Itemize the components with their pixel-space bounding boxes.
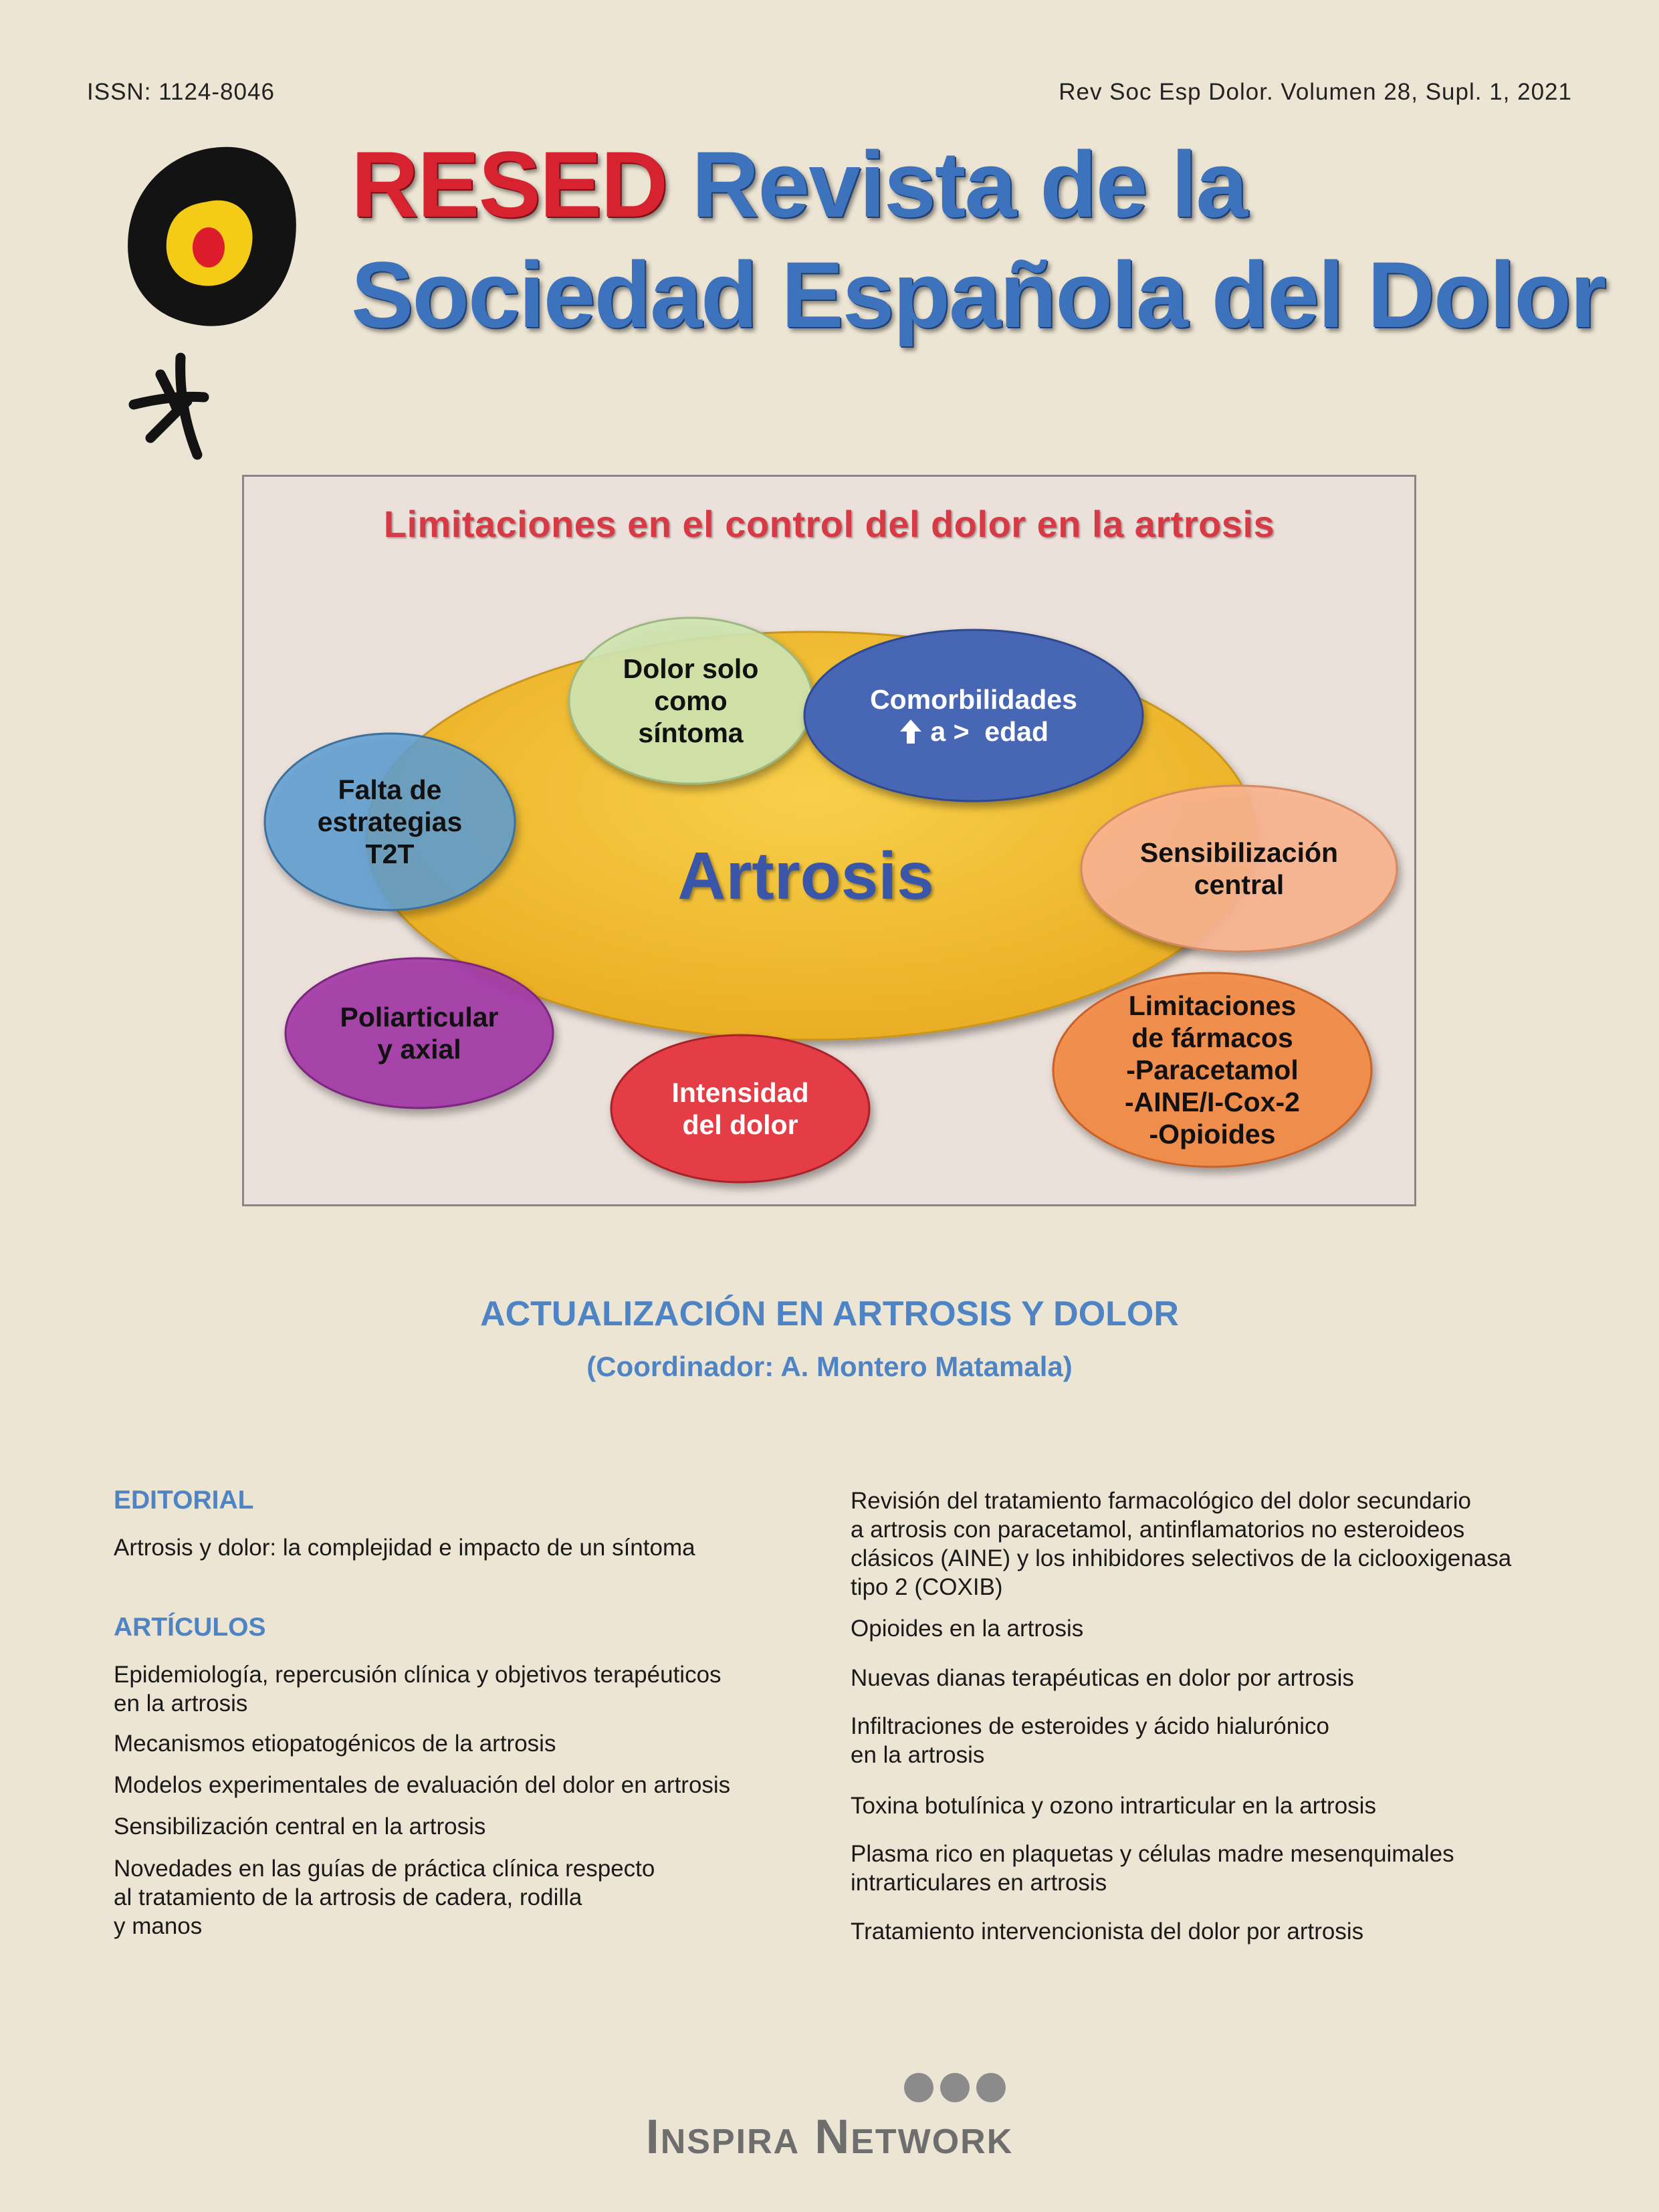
toc-item-right-7: Tratamiento intervencionista del dolor por artrosis: [851, 1918, 1364, 1945]
label-limitaciones: Limitaciones de fármacos -Paracetamol -AINE/I-Cox-2 -Opioides: [1125, 990, 1300, 1149]
label-poliarticular: Poliarticular y axial: [340, 1002, 499, 1065]
logo-red-dot: [193, 227, 225, 267]
toc-item-left-4: Sensibilización central en la artrosis: [114, 1813, 486, 1840]
toc-item-right-6: Plasma rico en plaquetas y células madre mesenquimales intrarticulares en artrosis: [851, 1841, 1454, 1896]
toc-item-left-3: Modelos experimentales de evaluación del dolor en artrosis: [114, 1772, 731, 1798]
diagram-title: Limitaciones en el control del dolor en la artrosis: [383, 503, 1275, 545]
issn: ISSN: 1124-8046: [87, 79, 275, 105]
toc-item-right-2: Opioides en la artrosis: [851, 1616, 1084, 1642]
label-sensibilizacion: Sensibilización central: [1139, 837, 1339, 900]
star-icon: [134, 358, 204, 455]
journal-title-line2: Sociedad Española del Dolor: [351, 242, 1606, 347]
editorial-heading: EDITORIAL: [114, 1486, 254, 1515]
cover-diagram: [242, 475, 1416, 1206]
label-comorbilidades: Comorbilidades a > edad: [870, 684, 1077, 747]
toc-item-right-4: Infiltraciones de esteroides y ácido hialurónico en la artrosis: [851, 1713, 1329, 1768]
label-falta: Falta de estrategias T2T: [317, 774, 463, 869]
publisher-dot-2: [940, 2073, 970, 2102]
toc-item-left-5: Novedades en las guías de práctica clínica respecto al tratamiento de la artrosis de cadera, rodilla y manos: [114, 1856, 655, 1939]
articulos-heading: ARTÍCULOS: [114, 1613, 266, 1642]
arrow-up-icon: [899, 718, 923, 745]
label-intensidad: Intensidad del dolor: [671, 1077, 809, 1140]
diagram-center-label: Artrosis: [677, 839, 934, 913]
publisher-logo: INSPIRA NETWORK: [645, 2110, 1014, 2164]
section-coordinator: (Coordinador: A. Montero Matamala): [586, 1351, 1073, 1382]
publisher-dot-1: [904, 2073, 933, 2102]
label-dolor-solo: Dolor solo como síntoma: [623, 653, 759, 748]
publisher-dot-3: [976, 2073, 1006, 2102]
toc-item-right-3: Nuevas dianas terapéuticas en dolor por artrosis: [851, 1665, 1354, 1691]
section-title: ACTUALIZACIÓN EN ARTROSIS Y DOLOR: [480, 1295, 1179, 1333]
journal-citation: Rev Soc Esp Dolor. Volumen 28, Supl. 1, 2021: [1059, 79, 1572, 105]
toc-item-right-1: Revisión del tratamiento farmacológico del dolor secundario a artrosis con paracetamol, antinflamatorios no esteroideos clásicos (AINE) y los inhibidores selectivos de la ciclooxigenasa tipo 2 (COXIB): [851, 1488, 1512, 1600]
journal-title-rest: Revista de la: [691, 132, 1247, 237]
journal-title-line1: [351, 130, 1246, 239]
toc-item-left-2: Mecanismos etiopatogénicos de la artrosis: [114, 1731, 556, 1757]
toc-item-left-1: Epidemiología, repercusión clínica y objetivos terapéuticos en la artrosis: [114, 1662, 722, 1717]
journal-acronym: RESED: [351, 132, 667, 237]
society-logo: [120, 140, 308, 461]
editorial-item: Artrosis y dolor: la complejidad e impacto de un síntoma: [114, 1535, 695, 1561]
toc-item-right-5: Toxina botulínica y ozono intrarticular en la artrosis: [851, 1793, 1376, 1819]
